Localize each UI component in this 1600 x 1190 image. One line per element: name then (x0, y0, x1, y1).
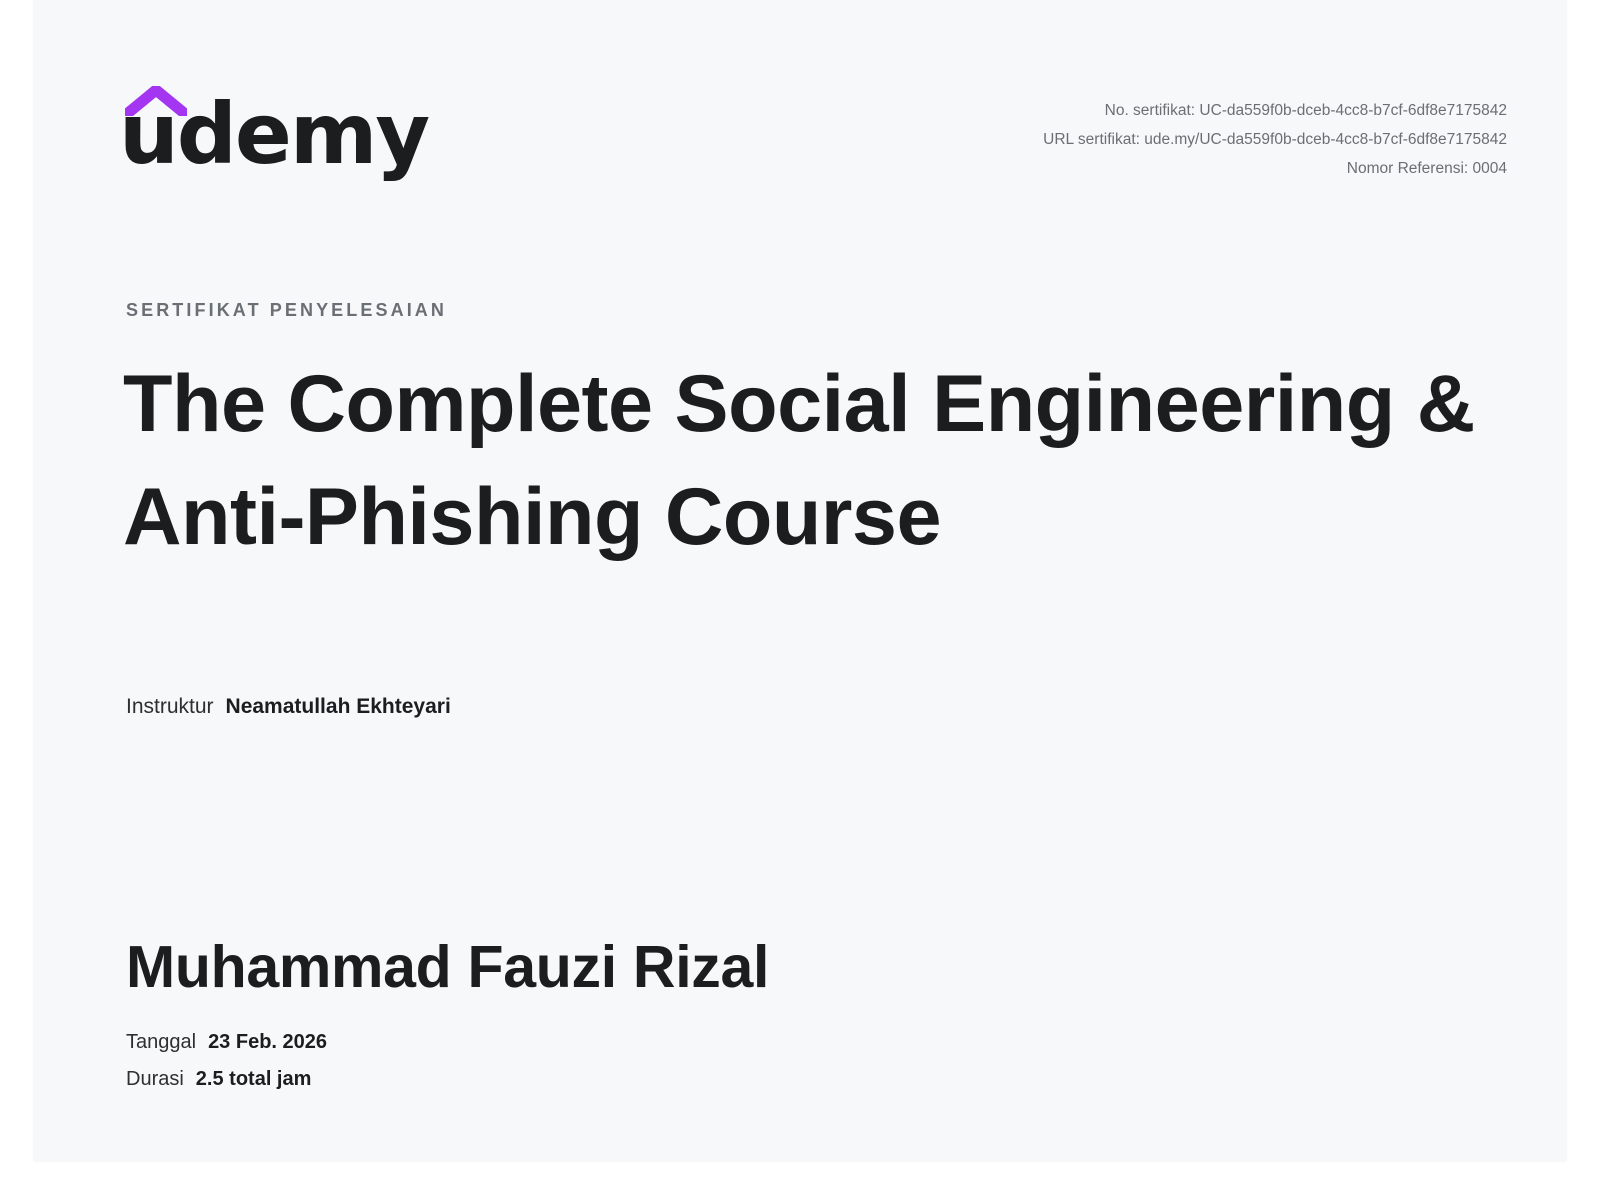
course-title: The Complete Social Engineering & Anti-Phishing Course (123, 359, 1475, 562)
certificate-header (33, 0, 1567, 210)
duration-label: Durasi (126, 1068, 184, 1090)
duration-row (126, 1065, 311, 1093)
instructor-label: Instruktur (126, 695, 214, 718)
certificate-url: URL sertifikat: ude.my/UC-da559f0b-dceb-4cc8-b7cf-6df8e7175842 (1043, 131, 1507, 148)
certificate-page (33, 0, 1567, 1162)
duration-value: 2.5 total jam (195, 1068, 312, 1090)
certificate-meta (1043, 96, 1507, 183)
reference-number: Nomor Referensi: 0004 (1346, 160, 1507, 177)
date-label: Tanggal (126, 1031, 197, 1053)
student-name: Muhammad Fauzi Rizal (126, 934, 770, 1000)
instructor-row (126, 692, 451, 722)
udemy-logo (119, 82, 429, 192)
instructor-name: Neamatullah Ekhteyari (225, 695, 451, 718)
certificate-number: No. sertifikat: UC-da559f0b-dceb-4cc8-b7cf-6df8e7175842 (1104, 102, 1507, 119)
udemy-wordmark: udemy (119, 85, 429, 183)
date-value: 23 Feb. 2026 (208, 1031, 328, 1053)
date-row (126, 1028, 327, 1056)
certificate-eyebrow: SERTIFIKAT PENYELESAIAN (126, 300, 447, 320)
